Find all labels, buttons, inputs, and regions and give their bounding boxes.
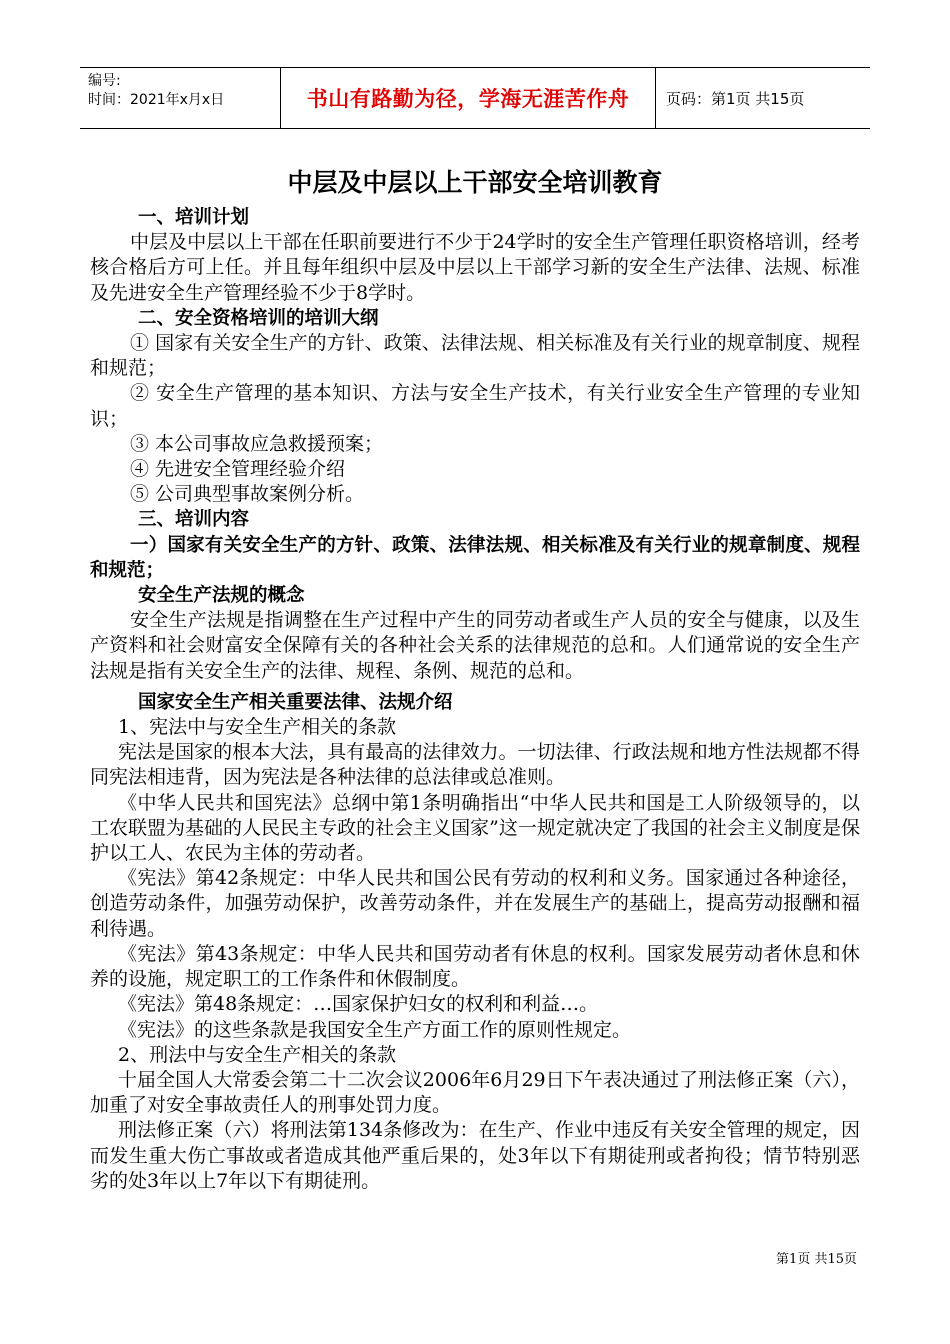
document-time-label: 时间：2021年x月x日 bbox=[88, 92, 225, 108]
list-item: ⑤ 公司典型事故案例分析。 bbox=[130, 483, 365, 506]
header-page-label: 页码：第1页 共15页 bbox=[666, 89, 805, 108]
page-footer: 第1页 共15页 bbox=[776, 1252, 857, 1267]
paragraph: 《中华人民共和国宪法》总纲中第1条明确指出“中华人民共和国是工人阶级领导的，以工农联盟为基础的人民民主专政的社会主义国家”这一规定就决定了我国的社会主义制度是保护以工人、农民为主体的劳动者。 bbox=[90, 791, 860, 865]
law-heading: 1、宪法中与安全生产相关的条款 bbox=[118, 716, 397, 739]
section-heading-training-plan: 一、培训计划 bbox=[138, 207, 250, 228]
paragraph: 刑法修正案（六）将刑法第134条修改为：在生产、作业中违反有关安全管理的规定，因而发生重大伤亡事故或者造成其他严重后果的，处3年以下有期徒刑或者拘役；情节特别恶劣的处3年以上7年以下有期徒刑。 bbox=[90, 1119, 860, 1192]
subsection-heading-concept: 安全生产法规的概念 bbox=[138, 585, 305, 607]
subsection-heading: 一）国家有关安全生产的方针、政策、法律法规、相关标准及有关行业的规章制度、规程和规范； bbox=[90, 534, 860, 581]
header-motto: 书山有路勤为径，学海无涯苦作舟 bbox=[280, 68, 656, 128]
paragraph: 《宪法》第43条规定：中华人民共和国劳动者有休息的权利。国家发展劳动者休息和休养的设施，规定职工的工作条件和休假制度。 bbox=[90, 942, 860, 991]
paragraph: 《宪法》第48条规定：…国家保护妇女的权利和利益…。 bbox=[118, 993, 599, 1016]
document-number-label: 编号: bbox=[88, 73, 121, 89]
list-item: ③ 本公司事故应急救援预案； bbox=[130, 432, 384, 455]
paragraph: 《宪法》的这些条款是我国安全生产方面工作的原则性规定。 bbox=[118, 1018, 632, 1041]
page-header bbox=[80, 67, 870, 129]
list-item: ② 安全生产管理的基本知识、方法与安全生产技术，有关行业安全生产管理的专业知识； bbox=[90, 382, 860, 430]
section-heading-content: 三、培训内容 bbox=[138, 509, 250, 531]
subsection-heading-laws: 国家安全生产相关重要法律、法规介绍 bbox=[138, 691, 453, 713]
list-item: ④ 先进安全管理经验介绍 bbox=[130, 458, 346, 481]
paragraph: 安全生产法规是指调整在生产过程中产生的同劳动者或生产人员的安全与健康，以及生产资料和社会财富安全保障有关的各种社会关系的法律规范的总和。人们通常说的安全生产法规是指有关安全生产的法律、规程、条例、规范的总和。 bbox=[90, 609, 860, 682]
law-heading: 2、刑法中与安全生产相关的条款 bbox=[118, 1043, 397, 1066]
header-meta bbox=[80, 68, 280, 128]
paragraph: 宪法是国家的根本大法，具有最高的法律效力。一切法律、行政法规和地方性法规都不得同宪法相违背，因为宪法是各种法律的总法律或总准则。 bbox=[90, 741, 860, 789]
paragraph: 中层及中层以上干部在任职前要进行不少于24学时的安全生产管理任职资格培训，经考核合格后方可上任。并且每年组织中层及中层以上干部学习新的安全生产法律、法规、标准及先进安全生产管理经验不少于8学时。 bbox=[90, 231, 860, 304]
paragraph: 十届全国人大常委会第二十二次会议2006年6月29日下午表决通过了刑法修正案（六），加重了对安全事故责任人的刑事处罚力度。 bbox=[90, 1068, 860, 1117]
list-item: ① 国家有关安全生产的方针、政策、法律法规、相关标准及有关行业的规章制度、规程和规范； bbox=[90, 332, 860, 380]
paragraph: 《宪法》第42条规定：中华人民共和国公民有劳动的权利和义务。国家通过各种途径，创造劳动条件，加强劳动保护，改善劳动条件，并在发展生产的基础上，提高劳动报酬和福利待遇。 bbox=[90, 867, 860, 940]
section-heading-syllabus: 二、安全资格培训的培训大纲 bbox=[138, 307, 379, 329]
document-body bbox=[90, 165, 860, 1194]
document-title: 中层及中层以上干部安全培训教育 bbox=[287, 168, 663, 197]
